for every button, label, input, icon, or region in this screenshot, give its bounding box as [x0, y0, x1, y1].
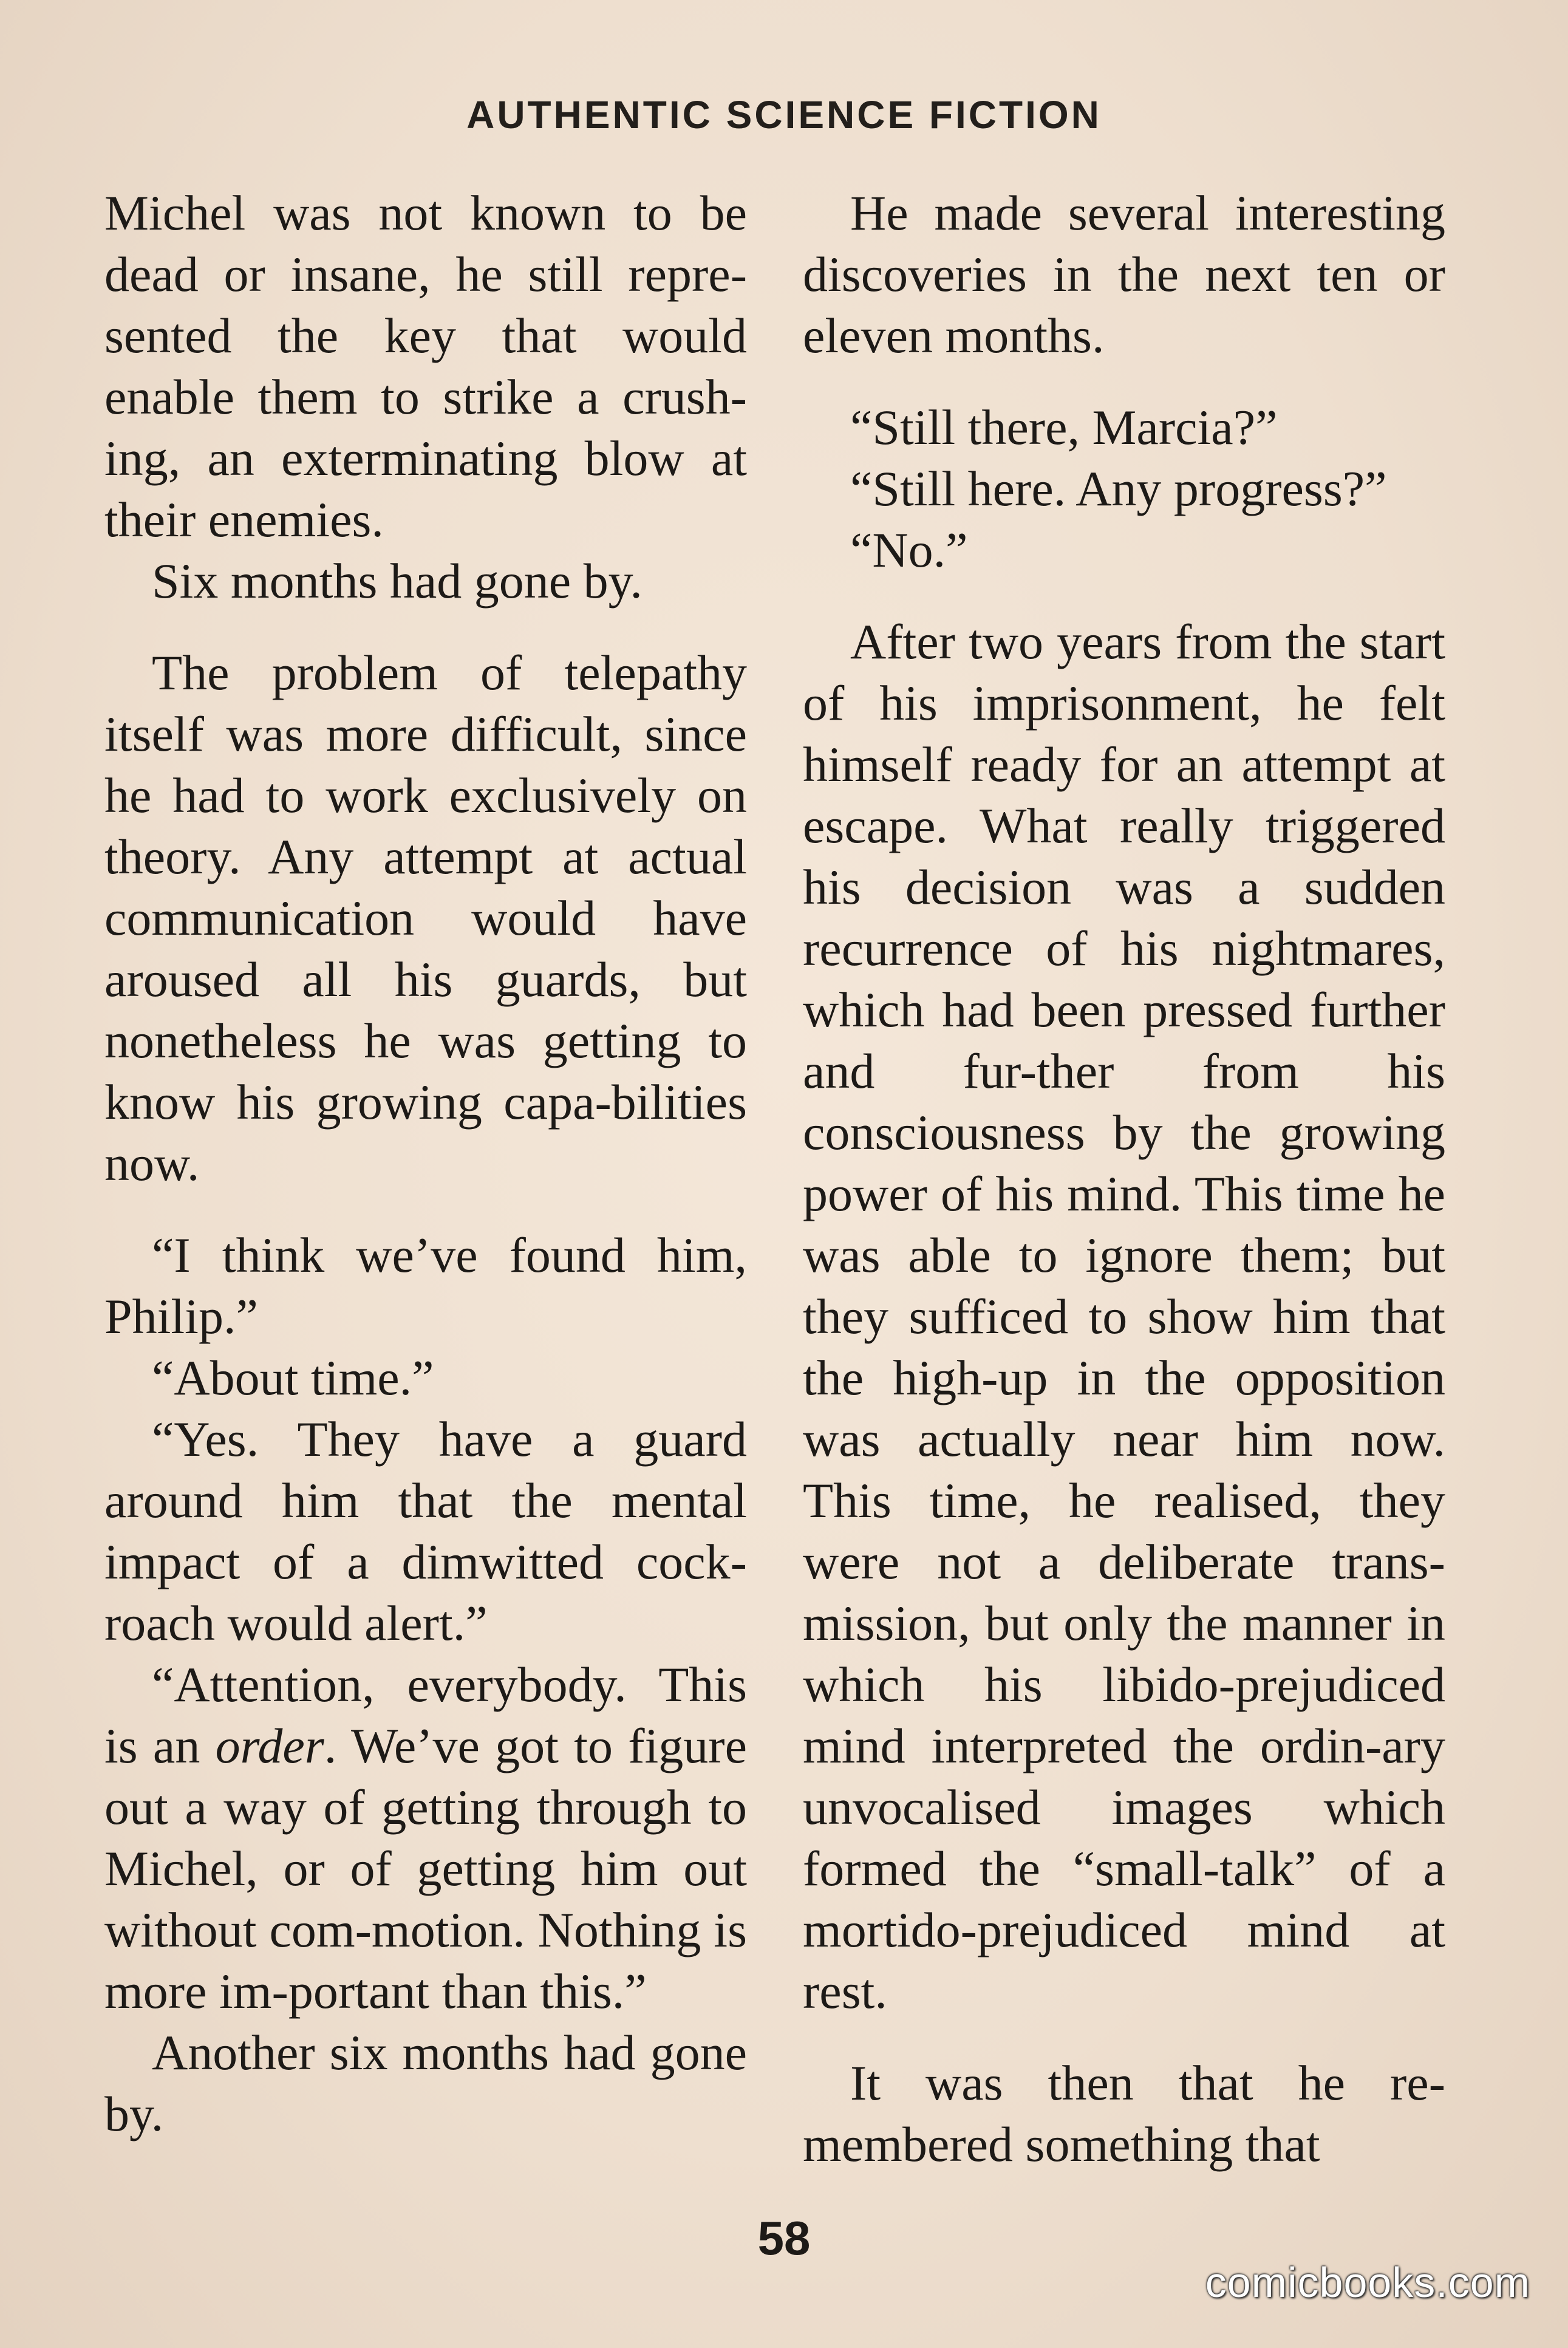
- paragraph: “Still here. Any progress?”: [850, 461, 1387, 516]
- paragraph-text: “Attention, everybody. This is an: [104, 1657, 747, 1773]
- paragraph: Six months had gone by.: [152, 553, 643, 609]
- paragraph: He made several interesting discoveries in the next ten or eleven months.: [803, 185, 1445, 363]
- paragraph: “Yes. They have a guard around him that the mental impact of a dimwitted cock-roach would alert.”: [104, 1411, 747, 1651]
- paragraph: After two years from the start of his imprisonment, he felt himself ready for an attempt at escape. What really triggered his decision was a sudden recurrence of his nightmares, which had been pressed further and fur-ther from his consciousness by the growing power of his mind. This time he was able to ignore them; but they sufficed to show him that the high-up in the opposition was actually near him now. This time, he realised, they were not a deliberate trans-mission, but only the manner in which his libido-prejudiced mind interpreted the ordin-ary unvocalised images which formed the “small-talk” of a mortido-prejudiced mind at rest.: [803, 614, 1445, 2019]
- paragraph: [104, 1654, 747, 2022]
- right-column: [803, 182, 1445, 2175]
- paragraph: “I think we’ve found him, Philip.”: [104, 1227, 747, 1344]
- running-head: AUTHENTIC SCIENCE FICTION: [466, 93, 1102, 137]
- paragraph: “About time.”: [152, 1350, 434, 1405]
- paragraph: Michel was not known to be dead or insane, he still repre-sented the key that would enable them to strike a crush-ing, an exterminating blow at their enemies.: [104, 185, 747, 547]
- paragraph-text: . We’ve got to figure out a way of getting through to Michel, or of getting him out without com-motion. Nothing is more im-portant than this.”: [104, 1718, 747, 2019]
- emphasis-text: order: [215, 1718, 324, 1773]
- left-column: [104, 182, 747, 2145]
- page-number: 58: [757, 2211, 811, 2265]
- paragraph: “No.”: [850, 522, 968, 578]
- paragraph: “Still there, Marcia?”: [850, 400, 1278, 455]
- paragraph: It was then that he re-membered something that: [803, 2055, 1445, 2172]
- paragraph: Another six months had gone by.: [104, 2025, 747, 2142]
- watermark-text: comicbooks.com: [1205, 2259, 1530, 2306]
- paragraph: The problem of telepathy itself was more difficult, since he had to work exclusively on theory. Any attempt at actual communication would have aroused all his guards, but nonetheless he was getting to know his growing capa-bilities now.: [104, 645, 747, 1191]
